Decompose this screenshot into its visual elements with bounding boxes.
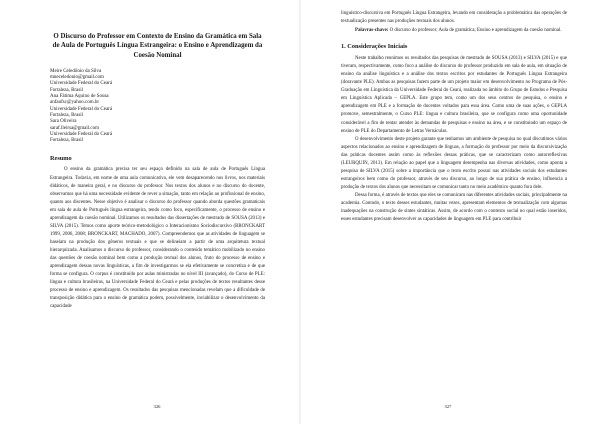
- page-number-right: 327: [444, 404, 452, 409]
- body-paragraph: Dessa forma, é através de textos que eles se comunicam nas diferentes atividades sociais, principalmente na academia. Contudo, o texto desses estudantes, muitas vezes, apresentam elementos de textualização com algumas inadequações na construção de sintes sintáticas. Assim, de acordo com o contexto social no qual estão inseridos, esses estudantes precisam desenvolver as capacidades de linguagem em PLE para contribuir: [341, 192, 567, 223]
- author-line: Universidade Federal do Ceará: [50, 106, 113, 112]
- section-heading: 1. Considerações Iniciais: [341, 43, 408, 51]
- author-line: Universidade Federal do Ceará: [50, 81, 113, 87]
- abstract-heading: Resumo: [50, 155, 72, 163]
- abstract-text: O ensino da gramática precisa ter seu espaço definido na sala de aula de Português Língua Estrangeira. Todavia, em nome de uma aula comunicativa, ele vem desaparecendo nos livros, nos materiais didáticos, de maneira geral, e no discurso do professor. Nos textos dos alunos e no discurso do docente, observamos que há uma necessidade evidente de rever a situação, tanto em relação ao profissional de ensino, quanto aos discentes. Nesse objetivo é analisar o discurso do professor quando aborda questões gramaticais em sala de aula de Português língua estrangeira, tendo como foco, especificamente, o processo de ensino e aprendizagem da coesão nominal. Utilizamos os resultados das dissertações de mestrado de SOUSA (2013) e SILVA (2015). Temos como aporte teórico-metodológico o Interacionismo Sociodiscursivo (BRONCKART 1999, 2006, 2008; BRONCKART, MACHADO, 2007). Compreendemos que as atividades de linguagem se baseiam na produção dos gêneros textuais e que se delineiam a partir de uma arquitetura textual hierarquizada. Analisamos o discurso do professor, considerando o conteúdo temático mobilizado no ensino das questões de coesão nominal bem como a produção textual dos alunos, fruto do processo de ensino e aprendizagem dessas novas linguísticas, a fim de investigarmos se ela efetivamente se concretiza e de que forma se configura. O corpus é constituído por aulas ministradas no nível III (avançado), do Curso de PLE: língua e cultura brasileiras, na Universidade Federal do Ceará e pelas produções de textos resultantes desse processo de ensino e aprendizagem. Os resultados das pesquisas mencionadas revelam que a dificuldade de transposição didática para o ensino de gramática podem, possivelmente, inviabilizar o desenvolvimento da capacidade: [50, 167, 265, 310]
- keywords-text: O discurso do professor; Aula de gramática; Ensino e aprendizagem da coesão nominal.: [389, 28, 562, 34]
- left-page-content: [50, 32, 265, 311]
- author-line: Fortaleza, Brasil: [50, 87, 84, 93]
- right-page: [301, 0, 600, 424]
- author-block: [50, 69, 265, 145]
- body-paragraph: O desenvolvimento deste projeto garante que tenhamos um ambiente de pesquisa no qual discutimos vários aspectos relacionados ao ensino e aprendizagem de línguas, a formação do professor por meio da discursivização das práticas docentes assim como às reflexões dessas práticas, que se caracterizam como autorreflexivas (LEURQUIN, 2013). Em relação ao papel que a linguagem desempenha nas diversas atividades, como aponta a pesquisa de SILVA (2015) sobre a importância que o texto escrito possui nas atividades sociais dos estudantes estrangeiros bem como do professor, através de seu discurso, ao longo de sua prática de ensino, influencia a produção de textos dos alunos que necessitam se comunicar tanto no meio acadêmico quanto fora dele.: [341, 136, 567, 190]
- left-page: [0, 0, 299, 424]
- paper-title: O Discurso do Professor em Contexto de Ensino da Gramática em Sala de Aula de Português Língua Estrangeira: o Ensino e Aprendizagem da Coesão Nominal: [52, 33, 263, 59]
- author-line: saraf.lleirsa@gmail.com: [50, 125, 100, 131]
- author-line: Ana Fátima Aquino de Sousa: [50, 94, 109, 100]
- author-line: Sara Oliveira: [50, 119, 77, 125]
- keywords-line: [341, 27, 567, 35]
- body-paragraph: Neste trabalho reunimos os resultados das pesquisas de mestrado de SOUSA (2013) e SILVA (2015) e que tiveram, respectivamente, como foco a análise do discurso do professor produzido em sala de aula, em situação de ensino da análise linguística e a análise dos textos escritos por estudantes de Português Língua Estrangeira (doravante PLE). Ambas as pesquisas fazem parte de um projeto maior em desenvolvimento no Programa de Pós-Graduação em Linguística da Universidade Federal do Ceará, realizada no âmbito do Grupo de Estudos e Pesquisa em Linguística Aplicada – GEPLA. Este grupo tem, como um dos seus centros de pesquisa, o ensino e aprendizagem em PLE e a formação de docentes voltados para essa área. Como uma de suas ações, o GEPLA promove, semestralmente, o Curso PLE: língua e cultura brasileira, que se configura como uma oportunidade considerável a fim de tentar atender às demandas de pesquisas e ensino na área, e se constituindo um espaço de ensino de PLE do Departamento de Letras Vernáculas.: [341, 56, 567, 134]
- author-line: Fortaleza, Brasil: [50, 138, 84, 144]
- author-line: Meire Celedônio da Silva: [50, 68, 102, 74]
- author-line: anfaufsc@yahoo.com.br: [50, 100, 100, 106]
- page-number-left: 326: [153, 404, 161, 409]
- right-page-content: [341, 10, 567, 224]
- keywords-label: Palavras-chave:: [355, 28, 389, 34]
- author-line: Universidade Federal do Ceará: [50, 131, 113, 137]
- author-line: Fortaleza, Brasil: [50, 112, 84, 118]
- author-line: mneceledonio@gmail.com: [50, 75, 104, 81]
- abstract-continuation: linguístico-discursiva em Português Língua Estrangeira, levando em consideração a problemática das operações de textualização presentes nas produções textuais dos alunos.: [341, 11, 567, 25]
